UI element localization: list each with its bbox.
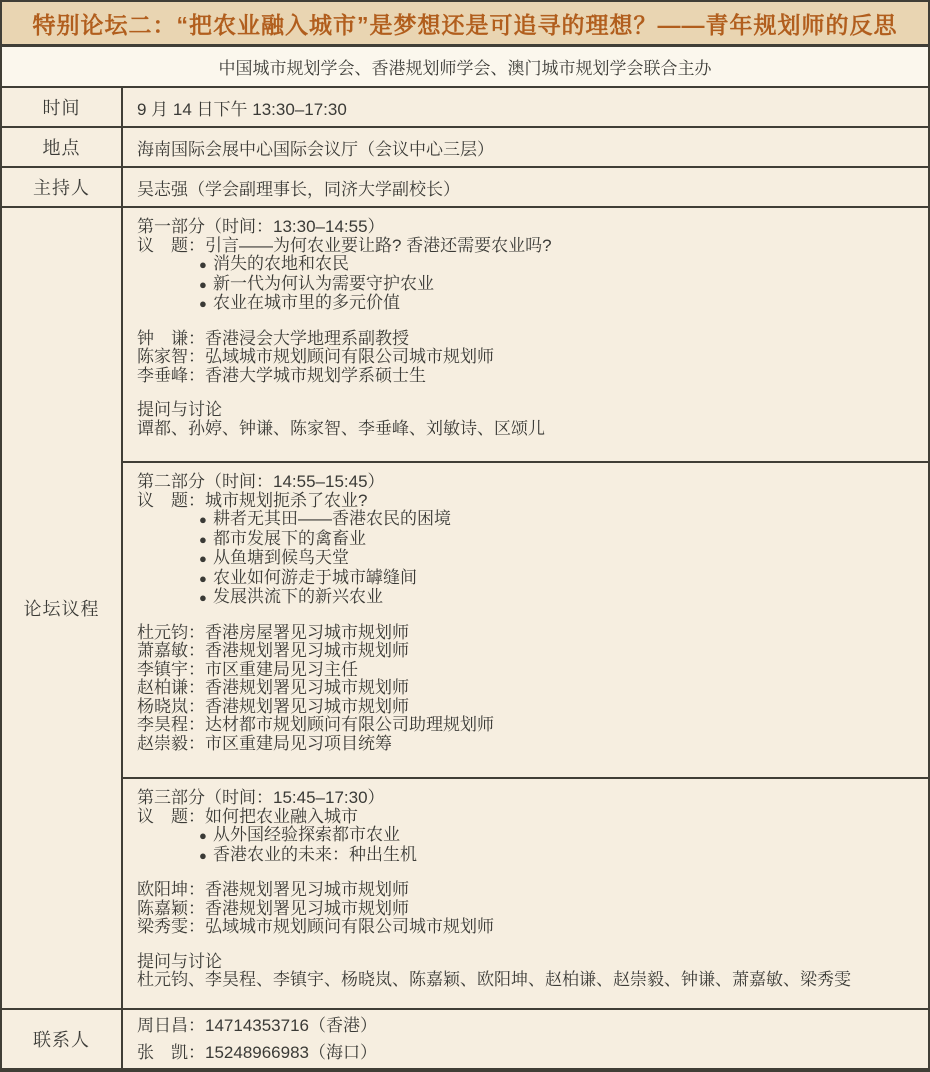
agenda-row bbox=[2, 208, 928, 1010]
bullet-icon: ● bbox=[199, 551, 207, 566]
agenda-sections bbox=[123, 208, 928, 1008]
bullet-icon: ● bbox=[199, 828, 207, 843]
contact-row bbox=[2, 1010, 928, 1070]
topic-line bbox=[137, 237, 918, 256]
info-value-location: 海南国际会展中心国际会议厅（会议中心三层） bbox=[137, 139, 494, 159]
speaker-list bbox=[137, 624, 918, 754]
bullet-icon: ● bbox=[199, 570, 207, 586]
topic-label: 议 题： bbox=[137, 490, 205, 510]
bullet-item bbox=[199, 846, 918, 866]
topic-line bbox=[137, 492, 918, 511]
topic-line bbox=[137, 808, 918, 827]
agenda-section-1 bbox=[123, 208, 928, 463]
discussion-block bbox=[137, 953, 918, 990]
speaker-line: 赵柏谦：香港规划署见习城市规划师 bbox=[137, 678, 409, 697]
agenda-section-3 bbox=[123, 779, 928, 1008]
info-label-host: 主持人 bbox=[2, 168, 123, 206]
speaker-line: 杜元钧：香港房屋署见习城市规划师 bbox=[137, 622, 409, 642]
contact-label: 联系人 bbox=[2, 1010, 123, 1068]
bullet-text: 耕者无其田——香港农民的困境 bbox=[213, 509, 451, 528]
bullet-text: 香港农业的未来：种出生机 bbox=[213, 844, 417, 864]
discussion-names: 谭都、孙婷、钟谦、陈家智、李垂峰、刘敏诗、区颂儿 bbox=[137, 418, 545, 438]
bullet-text: 从鱼塘到候鸟天堂 bbox=[213, 548, 349, 567]
bullet-item bbox=[199, 549, 918, 569]
bullet-icon: ● bbox=[199, 296, 207, 311]
info-row-time bbox=[2, 88, 928, 128]
speaker-list bbox=[137, 330, 918, 386]
discussion-title: 提问与讨论 bbox=[137, 951, 222, 971]
organizer-row bbox=[2, 47, 928, 88]
bullet-item bbox=[199, 510, 918, 530]
speaker-list bbox=[137, 881, 918, 937]
bullet-item bbox=[199, 569, 918, 589]
bullet-icon: ● bbox=[199, 590, 207, 605]
info-row-location bbox=[2, 128, 928, 168]
bullet-icon: ● bbox=[199, 512, 207, 527]
contact-line: 张 凯：15248966983（海口） bbox=[137, 1043, 378, 1062]
speaker-line: 李垂峰：香港大学城市规划学系硕士生 bbox=[137, 365, 426, 385]
bullet-icon: ● bbox=[199, 847, 207, 863]
topic-text: 引言——为何农业要让路? 香港还需要农业吗? bbox=[205, 235, 552, 255]
speaker-line: 梁秀雯：弘域城市规划顾问有限公司城市规划师 bbox=[137, 917, 494, 936]
bullet-text: 农业在城市里的多元价值 bbox=[213, 293, 400, 312]
topic-label: 议 题： bbox=[137, 235, 205, 255]
bullet-item bbox=[199, 275, 918, 295]
discussion-block bbox=[137, 401, 918, 438]
speaker-line: 陈嘉颖：香港规划署见习城市规划师 bbox=[137, 898, 409, 918]
speaker-line: 陈家智：弘域城市规划顾问有限公司城市规划师 bbox=[137, 347, 494, 366]
speaker-line: 李镇宇：市区重建局见习主任 bbox=[137, 659, 358, 679]
discussion-title: 提问与讨论 bbox=[137, 400, 222, 419]
agenda-label: 论坛议程 bbox=[2, 208, 123, 1008]
page-title: 特别论坛二：“把农业融入城市”是梦想还是可追寻的理想？——青年规划师的反思 bbox=[32, 11, 898, 38]
info-rows-container bbox=[2, 88, 928, 208]
speaker-line: 杨晓岚：香港规划署见习城市规划师 bbox=[137, 696, 409, 716]
speaker-line: 钟 谦：香港浸会大学地理系副教授 bbox=[137, 328, 409, 348]
bullet-item bbox=[199, 255, 918, 275]
bullet-text: 都市发展下的禽畜业 bbox=[213, 528, 366, 548]
bullet-item bbox=[199, 294, 918, 314]
bullet-text: 发展洪流下的新兴农业 bbox=[213, 587, 383, 606]
info-row-host bbox=[2, 168, 928, 208]
discussion-names: 杜元钧、李昊程、李镇宇、杨晓岚、陈嘉颖、欧阳坤、赵柏谦、赵崇毅、钟谦、萧嘉敏、梁秀雯 bbox=[137, 970, 851, 989]
bullet-text: 从外国经验探索都市农业 bbox=[213, 825, 400, 844]
info-label-time: 时间 bbox=[2, 88, 123, 126]
info-value-host: 吴志强（学会副理事长，同济大学副校长） bbox=[137, 179, 460, 199]
part-header: 第三部分（时间：15:45–17:30） bbox=[137, 788, 385, 807]
speaker-line: 欧阳坤：香港规划署见习城市规划师 bbox=[137, 880, 409, 899]
bullet-text: 新一代为何认为需要守护农业 bbox=[213, 273, 434, 293]
info-label-location: 地点 bbox=[2, 128, 123, 166]
speaker-line: 萧嘉敏：香港规划署见习城市规划师 bbox=[137, 641, 409, 660]
agenda-section-2 bbox=[123, 463, 928, 779]
part-header: 第二部分（时间：14:55–15:45） bbox=[137, 472, 385, 491]
speaker-line: 赵崇毅：市区重建局见习项目统筹 bbox=[137, 733, 392, 753]
bullet-item bbox=[199, 826, 918, 846]
bullet-icon: ● bbox=[199, 276, 207, 292]
bullet-icon: ● bbox=[199, 531, 207, 547]
contact-entries bbox=[123, 1010, 928, 1068]
bullet-text: 农业如何游走于城市罅缝间 bbox=[213, 567, 417, 587]
topic-label: 议 题： bbox=[137, 806, 205, 826]
info-value-time: 9 月 14 日下午 13:30–17:30 bbox=[137, 99, 347, 119]
organizer-text: 中国城市规划学会、香港规划师学会、澳门城市规划学会联合主办 bbox=[218, 59, 712, 78]
bullet-text: 消失的农地和农民 bbox=[213, 254, 349, 273]
topic-text: 城市规划扼杀了农业? bbox=[205, 490, 368, 510]
bullet-item bbox=[199, 588, 918, 608]
topic-text: 如何把农业融入城市 bbox=[205, 806, 358, 826]
title-bar bbox=[2, 2, 928, 47]
part-header: 第一部分（时间：13:30–14:55） bbox=[137, 217, 385, 236]
contact-line: 周日昌：14714353716（香港） bbox=[137, 1016, 378, 1035]
bullet-item bbox=[199, 530, 918, 550]
speaker-line: 李昊程：达材都市规划顾问有限公司助理规划师 bbox=[137, 715, 494, 734]
bullet-icon: ● bbox=[199, 257, 207, 272]
